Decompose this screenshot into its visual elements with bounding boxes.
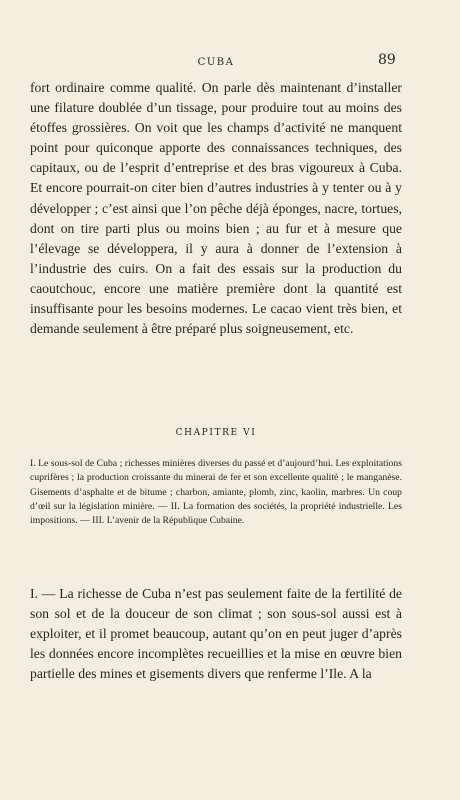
body-paragraph-continued: fort ordinaire comme qualité. On parle dès maintenant d’installer une filature doublée d’un tissage, pour produire tout au moins des étoffes grossières. On voit que les champs d’activité ne manquent point pour quiconque apporte des connaissances techniques, des capitaux, ou de l’esprit d’entreprise et des bras vigoureux à Cuba. Et encore pourrait-on citer bien d’autres industries à y tenter ou à y développer ; c’est ainsi que l’on pêche déjà éponges, nacre, tortues, dont on tire parti plus ou moins bien ; au fur et à mesure que l’élevage se développera, il y aura à donner de l’extension à l’industrie des cuirs. On a fait des essais sur la production du caoutchouc, encore une matière première dont la quantité est insuffisante pour les besoins modernes. Le cacao vient très bien, et demande seulement à être préparé plus soigneusement, etc. bbox=[30, 80, 402, 337]
chapter-summary: I. Le sous-sol de Cuba ; richesses minières diverses du passé et d’aujourd’hui. Les exploitations cuprifères ; la production croissante du minerai de fer et son excellente qualité ; le manganèse. Gisements d’asphalte et de bitume ; charbon, amiante, plomb, zinc, kaolin, marbres. Un coup d’œil sur la législation minière. — II. La formation des sociétés, la propriété industrielle. Les impositions. — III. L’avenir de la République Cubaine. bbox=[30, 458, 402, 527]
section-paragraph: I. — La richesse de Cuba n’est pas seulement faite de la fertilité de son sol et de la douceur de son climat ; son sous-sol aussi est à exploiter, et il promet beaucoup, autant qu’on en peut juger d’après les données encore incomplètes recueillies et la mise en œuvre bien partielle des mines et gisements divers que renferme l’Ile. A la bbox=[30, 586, 402, 682]
page-number: 89 bbox=[378, 52, 396, 68]
chapter-heading: CHAPITRE VI bbox=[175, 428, 257, 438]
running-title: CUBA bbox=[197, 57, 235, 68]
